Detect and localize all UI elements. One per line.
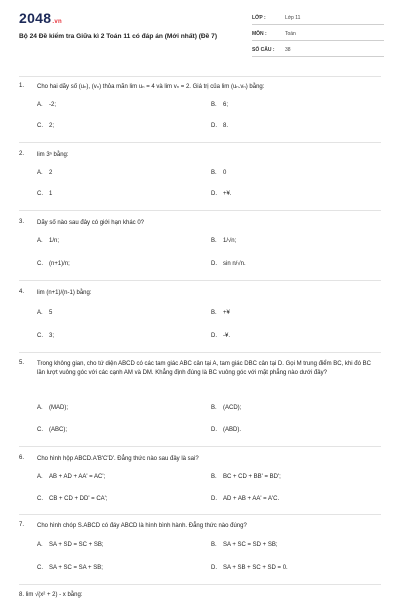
option-d[interactable]: D. AD + AB + AA' = A'C. (211, 496, 280, 502)
option-b[interactable]: B. BC + CD + BB' = BD'; (211, 474, 281, 480)
meta-key: LỚP : (252, 15, 266, 21)
question-number: 5. (19, 360, 25, 366)
option-c[interactable]: C. 3; (37, 333, 55, 339)
divider (19, 142, 381, 143)
option-c[interactable]: C. SA + SC = SA + SB; (37, 565, 103, 571)
question-number: 6. (19, 455, 25, 461)
option-c[interactable]: C. 1 (37, 191, 53, 197)
site-logo[interactable] (19, 10, 62, 26)
question-text: Cho hình hộp ABCD.A'B'C'D'. Đẳng thức nào sau đây là sai? (37, 456, 199, 462)
option-d[interactable]: D. sin n/√n. (211, 261, 246, 267)
question-text: Trong không gian, cho tứ diện ABCD có các tam giác ABC cân tại A, tam giác DBC cân tại D. Gọi M trung điểm BC, khi đó BC lần lượt vuông góc với các cạnh AM và DM. Khẳng định đúng là BC vuông góc với mặt phẳng nào dưới đây? (37, 361, 371, 376)
question-number: 7. (19, 522, 25, 528)
question-text: lim (n+1)/(n-1) bằng: (37, 290, 92, 296)
divider (19, 76, 381, 77)
option-b[interactable]: B. 6; (211, 102, 229, 108)
meta-value: Toán (285, 31, 296, 37)
divider (19, 514, 381, 515)
option-d[interactable]: D. +¥. (211, 191, 232, 197)
option-a[interactable]: A. 5 (37, 310, 53, 316)
meta-key: MÔN : (252, 31, 267, 37)
logo-sub: .vn (52, 19, 62, 25)
divider (19, 584, 381, 585)
question-number: 4. (19, 289, 25, 295)
divider (19, 210, 381, 211)
divider (19, 280, 381, 281)
option-a[interactable]: A. 2 (37, 170, 53, 176)
option-a[interactable]: A. -2; (37, 102, 57, 108)
option-a[interactable]: A. AB + AD + AA' = AC'; (37, 474, 106, 480)
option-b[interactable]: B. 0 (211, 170, 227, 176)
exam-title: Bộ 24 Đề kiểm tra Giữa kì 2 Toán 11 có đáp án (Mới nhất) (Đề 7) (19, 33, 218, 40)
option-b[interactable]: B. SA + SC = SD + SB; (211, 542, 278, 548)
divider (19, 446, 381, 447)
question-text: lim 3ⁿ bằng: (37, 152, 69, 158)
question-8-partial: 8. lim √(x² + 2) - x bằng: (19, 592, 83, 598)
option-a[interactable]: A. (MAD); (37, 405, 68, 411)
meta-row-class (252, 13, 384, 25)
option-d[interactable]: D. -¥. (211, 333, 231, 339)
divider (19, 352, 381, 353)
meta-value: 38 (285, 47, 291, 53)
question-text: Cho hai dãy số (uₙ), (vₙ) thỏa mãn lim uₙ = 4 và lim vₙ = 2. Giá trị của lim (uₙ.vₙ) bằng: (37, 84, 265, 90)
option-b[interactable]: B. 1/√n; (211, 238, 237, 244)
option-a[interactable]: A. SA + SD = SC + SB; (37, 542, 104, 548)
option-d[interactable]: D. 8. (211, 123, 229, 129)
question-number: 2. (19, 151, 25, 157)
option-b[interactable]: B. (ACD); (211, 405, 242, 411)
meta-value: Lớp 11 (285, 15, 301, 21)
meta-row-count (252, 45, 384, 57)
meta-key: SỐ CÂU : (252, 47, 275, 53)
option-b[interactable]: B. +¥ (211, 310, 230, 316)
question-number: 1. (19, 83, 25, 89)
option-c[interactable]: C. CB + CD + DD' = CA'; (37, 496, 108, 502)
option-a[interactable]: A. 1/n; (37, 238, 60, 244)
page-header (0, 0, 400, 62)
option-c[interactable]: C. (ABC); (37, 427, 67, 433)
option-c[interactable]: C. 2; (37, 123, 55, 129)
question-text: Cho hình chóp S.ABCD có đáy ABCD là hình bình hành. Đẳng thức nào đúng? (37, 523, 247, 529)
logo-main: 2048 (19, 10, 52, 26)
option-c[interactable]: C. (n+1)/n; (37, 261, 70, 267)
exam-meta (252, 13, 384, 61)
option-d[interactable]: D. (ABD). (211, 427, 241, 433)
question-text: Dãy số nào sau đây có giới hạn khác 0? (37, 220, 145, 226)
option-d[interactable]: D. SA + SB + SC + SD = 0. (211, 565, 288, 571)
question-number: 3. (19, 219, 25, 225)
meta-row-subject (252, 29, 384, 41)
